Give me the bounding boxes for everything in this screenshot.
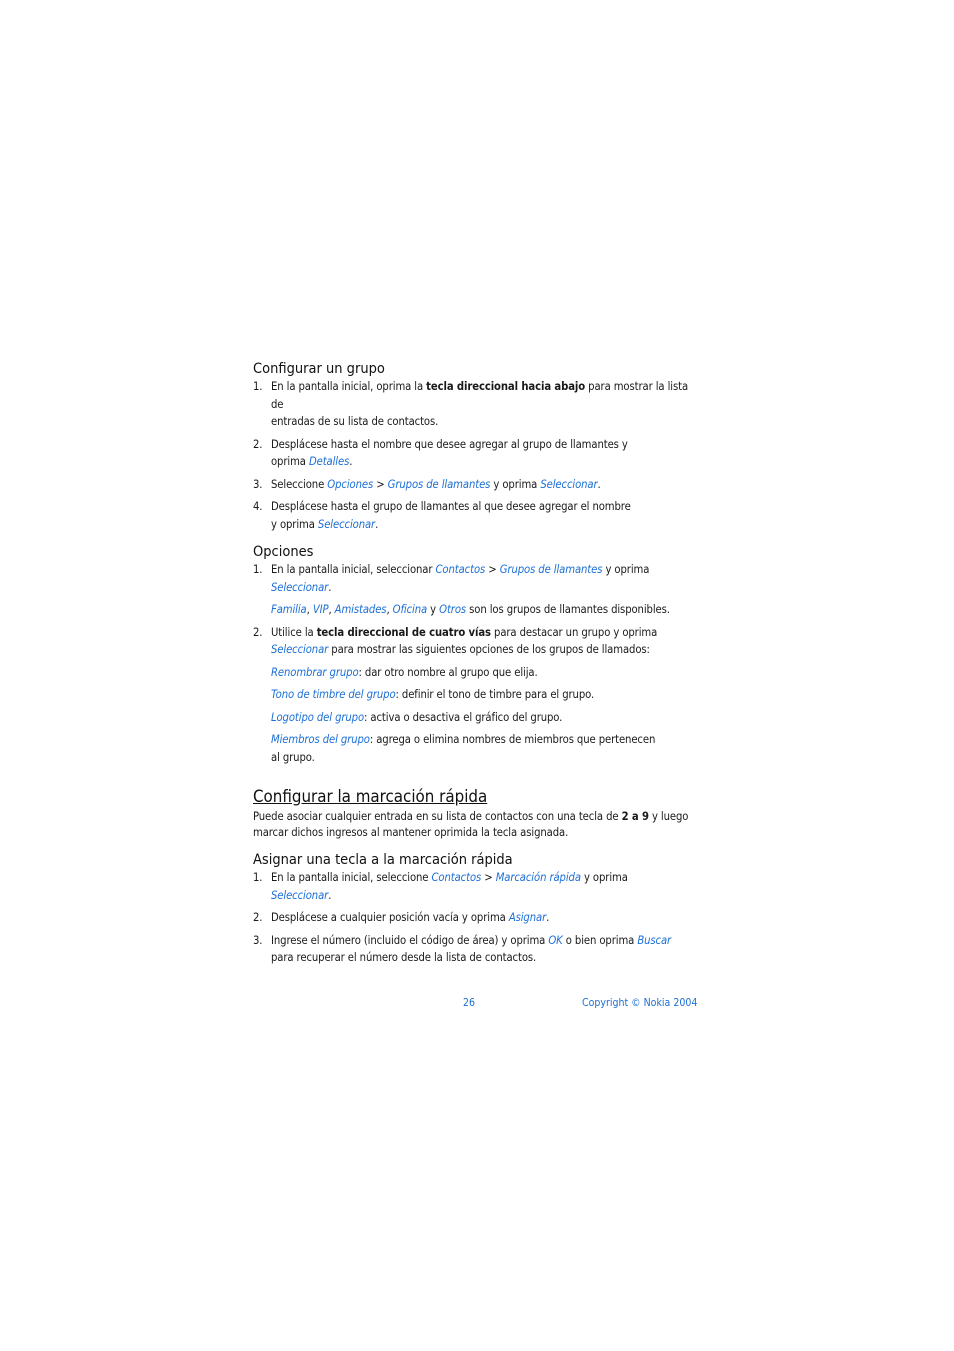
step-3 bbox=[253, 932, 693, 967]
step-number: 2. bbox=[253, 911, 263, 924]
text: son los grupos de llamantes disponibles. bbox=[466, 603, 670, 616]
text: . bbox=[328, 580, 332, 594]
separator: > bbox=[485, 563, 500, 576]
step-2 bbox=[253, 436, 693, 471]
text: y oprima bbox=[580, 871, 628, 884]
text: : dar otro nombre al grupo que elija. bbox=[358, 665, 538, 679]
text: : agrega o elimina nombres de miembros que pertenecen bbox=[369, 733, 656, 746]
text: . bbox=[375, 517, 379, 531]
key-range: 2 a 9 bbox=[621, 810, 649, 823]
heading-opciones: Opciones bbox=[253, 544, 314, 560]
text: . bbox=[546, 911, 550, 924]
separator: , bbox=[386, 603, 393, 616]
text: al grupo. bbox=[271, 750, 315, 764]
step-number: 1. bbox=[253, 380, 263, 393]
text: oprima bbox=[271, 455, 309, 468]
option-renombrar bbox=[253, 664, 693, 682]
paragraph bbox=[253, 809, 693, 841]
link-amistades[interactable]: Amistades bbox=[334, 603, 387, 616]
text: para recuperar el número desde la lista de contactos. bbox=[271, 951, 537, 964]
link-vip[interactable]: VIP bbox=[312, 603, 329, 616]
separator: > bbox=[373, 477, 388, 491]
document-page bbox=[253, 360, 693, 967]
text: para mostrar la lista de bbox=[271, 380, 689, 411]
key-name: tecla direccional de cuatro vías bbox=[316, 625, 491, 639]
text: : activa o desactiva el gráfico del grupo. bbox=[364, 710, 563, 724]
page-number: 26 bbox=[463, 997, 476, 1009]
link-oficina[interactable]: Oficina bbox=[392, 603, 428, 616]
step-4 bbox=[253, 498, 693, 533]
text: y oprima bbox=[490, 477, 541, 491]
text: o bien oprima bbox=[562, 933, 638, 947]
text: para destacar un grupo y oprima bbox=[490, 625, 658, 639]
copyright: Copyright © Nokia 2004 bbox=[582, 997, 698, 1009]
separator: , bbox=[306, 603, 313, 616]
step-2 bbox=[253, 909, 693, 927]
text: y oprima bbox=[602, 563, 650, 576]
text: Ingrese el número (incluido el código de área) y oprima bbox=[271, 933, 549, 947]
text: Puede asociar cualquier entrada en su lista de contactos con una tecla de bbox=[253, 810, 622, 823]
step-1 bbox=[253, 378, 693, 431]
link-otros[interactable]: Otros bbox=[439, 603, 467, 616]
heading-marcacion-rapida: Configurar la marcación rápida bbox=[253, 786, 488, 806]
link-marcacion-rapida[interactable]: Marcación rápida bbox=[495, 871, 581, 884]
step-number: 4. bbox=[253, 500, 263, 513]
option-logotipo bbox=[253, 709, 693, 727]
link-grupos-llamantes[interactable]: Grupos de llamantes bbox=[387, 477, 491, 491]
key-name: tecla direccional hacia abajo bbox=[426, 380, 586, 393]
step-3 bbox=[253, 476, 693, 494]
step-number: 2. bbox=[253, 625, 263, 639]
link-opciones[interactable]: Opciones bbox=[327, 477, 374, 491]
step-1 bbox=[253, 869, 693, 904]
link-seleccionar[interactable]: Seleccionar bbox=[317, 517, 376, 531]
separator: > bbox=[481, 871, 496, 884]
separator: y bbox=[427, 603, 440, 616]
link-logotipo[interactable]: Logotipo del grupo bbox=[271, 710, 365, 724]
text: Desplácese hasta el nombre que desee agregar al grupo de llamantes y bbox=[271, 437, 628, 451]
text: En la pantalla inicial, seleccionar bbox=[271, 563, 436, 576]
option-tono bbox=[253, 686, 693, 704]
step-2 bbox=[253, 624, 693, 659]
text: En la pantalla inicial, oprima la bbox=[271, 380, 427, 393]
text: Desplácese a cualquier posición vacía y oprima bbox=[271, 911, 509, 924]
text: y oprima bbox=[271, 517, 318, 531]
link-seleccionar[interactable]: Seleccionar bbox=[271, 643, 329, 656]
groups-list bbox=[253, 601, 693, 619]
step-number: 2. bbox=[253, 437, 263, 451]
separator: , bbox=[328, 603, 335, 616]
link-seleccionar[interactable]: Seleccionar bbox=[271, 888, 329, 902]
text: para mostrar las siguientes opciones de los grupos de llamados: bbox=[328, 643, 650, 656]
link-grupos-llamantes[interactable]: Grupos de llamantes bbox=[499, 563, 603, 576]
step-number: 1. bbox=[253, 871, 263, 884]
text: : definir el tono de timbre para el grupo. bbox=[395, 688, 595, 701]
link-miembros[interactable]: Miembros del grupo bbox=[271, 733, 370, 746]
option-miembros bbox=[253, 731, 693, 766]
step-1 bbox=[253, 561, 693, 596]
link-seleccionar[interactable]: Seleccionar bbox=[271, 580, 329, 594]
text: En la pantalla inicial, seleccione bbox=[271, 871, 432, 884]
heading-configurar-grupo: Configurar un grupo bbox=[253, 361, 385, 377]
text: y luego bbox=[648, 810, 689, 823]
link-asignar[interactable]: Asignar bbox=[508, 911, 547, 924]
link-contactos[interactable]: Contactos bbox=[431, 871, 482, 884]
heading-asignar-tecla: Asignar una tecla a la marcación rápida bbox=[253, 852, 513, 868]
link-buscar[interactable]: Buscar bbox=[637, 933, 672, 947]
step-number: 1. bbox=[253, 563, 263, 576]
text: entradas de su lista de contactos. bbox=[271, 415, 439, 428]
link-renombrar-grupo[interactable]: Renombrar grupo bbox=[271, 665, 359, 679]
link-familia[interactable]: Familia bbox=[271, 603, 307, 616]
link-ok[interactable]: OK bbox=[548, 933, 563, 947]
text: Seleccione bbox=[271, 477, 328, 491]
text: marcar dichos ingresos al mantener oprimida la tecla asignada. bbox=[253, 826, 569, 839]
text: Desplácese hasta el grupo de llamantes al que desee agregar el nombre bbox=[271, 500, 631, 513]
step-number: 3. bbox=[253, 933, 263, 947]
link-contactos[interactable]: Contactos bbox=[435, 563, 486, 576]
text: . bbox=[328, 888, 332, 902]
text: . bbox=[597, 477, 601, 491]
link-seleccionar[interactable]: Seleccionar bbox=[540, 477, 598, 491]
text: Utilice la bbox=[271, 625, 317, 639]
step-number: 3. bbox=[253, 477, 263, 491]
link-detalles[interactable]: Detalles bbox=[308, 455, 350, 468]
link-tono-timbre[interactable]: Tono de timbre del grupo bbox=[271, 688, 396, 701]
text: . bbox=[349, 455, 353, 468]
